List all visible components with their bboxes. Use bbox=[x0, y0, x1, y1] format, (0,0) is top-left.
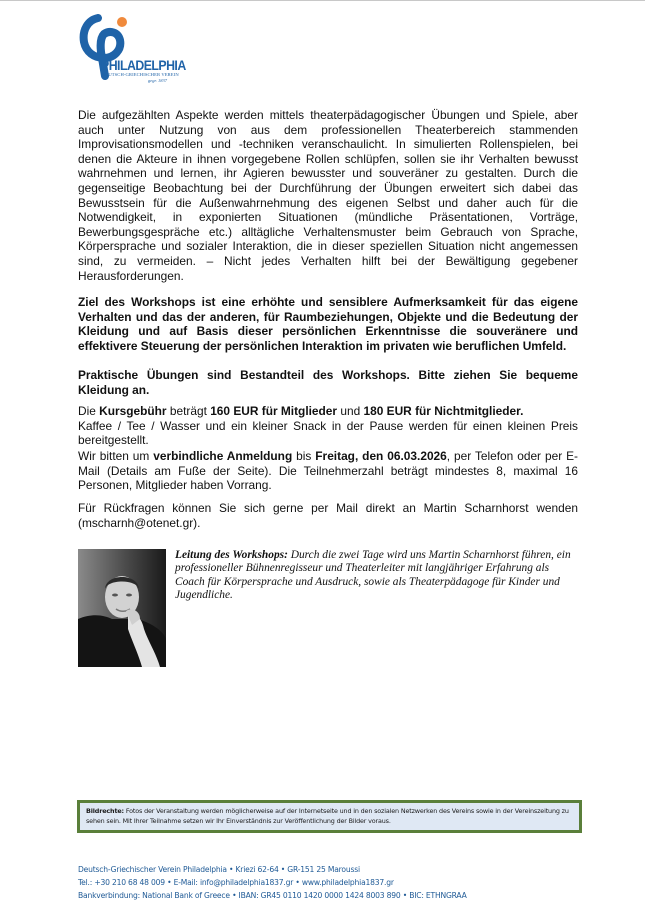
paragraph-methods: Die aufgezählten Aspekte werden mittels theaterpädagogischer Übungen und Spiele, aber auch unter Nutzung von aus dem professionellen Theaterbereich stammenden Improvisationsmodellen und -techniken veranschaulicht. In simulierten Rollenspielen, bei denen die Akteure in ihnen vorgegebene Rollen schlüpfen, sollen sie ihr Verhalten bewusst wahrnehmen und lernen, ihr Agieren bewusster und souveräner zu gestalten. Durch die gegenseitige Beobachtung bei der Durchführung der Übungen erweitert sich dabei das Bewusstsein für die Außenwahrnehmung des eigenen Selbst und daher auch für die Notwendigkeit, in exponierten Situationen (mündliche Präsentationen, Vorträge, Bewerbungsgespräche etc.) alltägliche Verhaltensmuster beim Gebrauch von Sprache, Körpersprache und sozialer Interaktion, die in dieser speziellen Situation nicht angemessen sind, zu vermeiden. – Nicht jedes Verhalten hilft bei der Bewältigung gegebener Herausforderungen. bbox=[78, 108, 578, 283]
fees-text-2: beträgt bbox=[166, 404, 211, 418]
image-rights-label: Bildrechte: bbox=[86, 807, 124, 815]
logo-wordmark: PHILADELPHIA bbox=[101, 57, 186, 73]
image-rights-text bbox=[86, 806, 579, 826]
paragraph-registration bbox=[78, 449, 578, 493]
page-top-rule bbox=[0, 0, 645, 1]
refreshments-text: Kaffee / Tee / Wasser und ein kleiner Snack in der Pause werden für einen kleinen Preis bereitgestellt. bbox=[78, 418, 578, 448]
bio-label: Leitung des Workshops: bbox=[175, 549, 288, 561]
registration-label: verbindliche Anmeldung bbox=[153, 449, 293, 463]
fee-members: 160 EUR für Mitglieder bbox=[210, 404, 338, 418]
image-rights-notice bbox=[77, 800, 582, 833]
philadelphia-logo bbox=[78, 14, 188, 86]
bio-text: Durch die zwei Tage wird uns Martin Scharnhorst führen, ein professioneller Bühnenregisseur und Theaterleiter mit langjähriger Erfahrung als Coach für Körpersprache und Ausdruck, sowie als Theaterpädagoge für Kinder und Jugendliche. bbox=[175, 549, 571, 602]
instructor-bio bbox=[175, 549, 580, 603]
registration-text-1: Wir bitten um bbox=[78, 449, 154, 463]
footer-bank-details: Bankverbindung: National Bank of Greece • IBAN: GR45 0110 1420 0000 1424 8003 890 • BIC: ETHNGRAA bbox=[78, 891, 467, 900]
logo-founded: gegr. 1837 bbox=[148, 78, 167, 83]
fees-label: Kursgebühr bbox=[99, 404, 167, 418]
registration-text-2: bis bbox=[292, 449, 316, 463]
page-footer bbox=[78, 863, 598, 902]
fees-text-1: Die bbox=[78, 404, 100, 418]
fee-non-members: 180 EUR für Nichtmitglieder. bbox=[363, 404, 524, 418]
paragraph-goal: Ziel des Workshops ist eine erhöhte und sensiblere Aufmerksamkeit für das eigene Verhalten und das der anderen, für Raumbeziehungen, Objekte und die Bedeutung der Kleidung und auf Basis dieser persönlichen Erkenntnisse die souveränere und effektivere Steuerung der persönlichen Interaktion im privaten wie beruflichen Umfeld. bbox=[78, 295, 578, 353]
image-rights-body: Fotos der Veranstaltung werden möglicherweise auf der Internetseite und in den sozialen Netzwerken des Vereins sowie in der Vereinszeitung zu sehen sein. Mit Ihrer Teilnahme setzen wir Ihr Einverständnis zur Veröffentlichung der Bilder voraus. bbox=[86, 807, 569, 825]
instructor-photo bbox=[78, 549, 166, 667]
footer-contact: Tel.: +30 210 68 48 009 • E-Mail: info@philadelphia1837.gr • www.philadelphia1837.gr bbox=[78, 878, 394, 887]
paragraph-fees bbox=[78, 404, 578, 448]
paragraph-clothing-note: Praktische Übungen sind Bestandteil des Workshops. Bitte ziehen Sie bequeme Kleidung an. bbox=[78, 368, 578, 397]
logo-subtitle: DEUTSCH-GRIECHISCHER VEREIN bbox=[102, 72, 179, 77]
fees-text-3: und bbox=[337, 404, 364, 418]
footer-address: Deutsch-Griechischer Verein Philadelphia • Kriezi 62-64 • GR-151 25 Maroussi bbox=[78, 865, 360, 874]
registration-text-3: , per Telefon oder per E-Mail (Details am Fuße der Seite). Die Teilnehmerzahl beträgt mindestes 8, maximal 16 Personen, Mitglieder haben Vorrang. bbox=[78, 449, 578, 493]
registration-deadline: Freitag, den 06.03.2026 bbox=[315, 449, 447, 463]
paragraph-contact: Für Rückfragen können Sie sich gerne per Mail direkt an Martin Scharnhorst wenden (mscharnh@otenet.gr). bbox=[78, 501, 578, 530]
portrait-image-icon bbox=[78, 549, 166, 667]
